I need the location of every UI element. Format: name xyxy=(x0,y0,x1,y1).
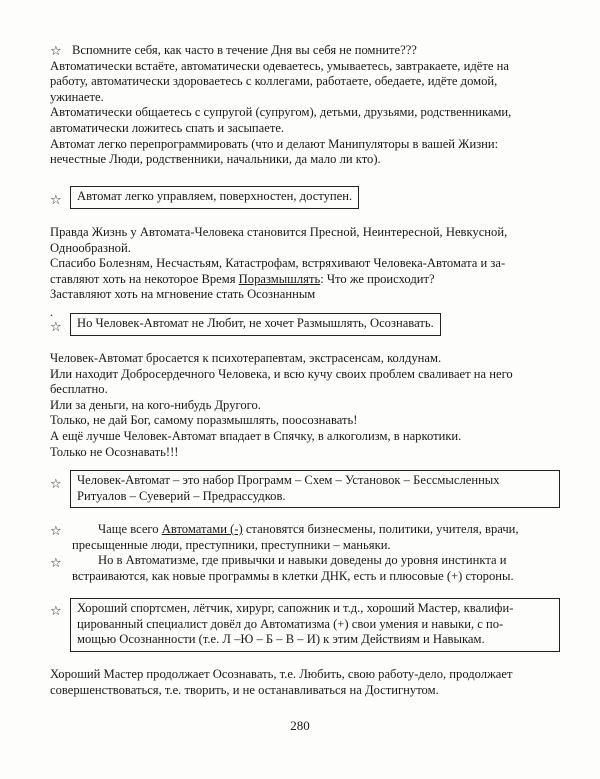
text-fragment: : Что же происходит? xyxy=(320,271,435,286)
text-line: ужинаете. xyxy=(50,89,104,104)
text-fragment: Чаще всего xyxy=(98,522,162,536)
highlight-box xyxy=(70,186,359,209)
box-text: Хороший спортсмен, лётчик, хирург, сапожник и т.д., хороший Мастер, квалифи- xyxy=(77,601,514,615)
box-text: мощью Осознанности (т.е. Л –Ю – Б – В – И) к этим Действиям и Навыкам. xyxy=(77,632,485,647)
star-icon: ☆ xyxy=(50,193,62,208)
text-line: автоматически ложитесь спать и засыпаете. xyxy=(50,120,285,135)
paragraph-4 xyxy=(50,522,560,584)
text-line: Заставляют хоть на мгновение стать Осознанным xyxy=(50,287,316,302)
highlight-box xyxy=(70,313,441,336)
box-text: Автомат легко управляем, поверхностен, доступен. xyxy=(77,189,353,203)
highlight-box xyxy=(70,470,560,508)
text-line: нечестные Люди, родственники, начальники, да мало ли кто). xyxy=(50,152,381,167)
text-line: Или находит Добросердечного Человека, и всю кучу своих проблем сваливает на него xyxy=(50,366,513,381)
page-number: 280 xyxy=(290,718,310,733)
star-icon: ☆ xyxy=(50,524,62,539)
text-line xyxy=(50,272,560,288)
paragraph-1 xyxy=(50,43,560,168)
text-fragment: становятся бизнесмены, политики, учителя, врачи, xyxy=(242,522,519,536)
text-fragment: ставляют хоть на некоторое Время xyxy=(50,271,239,286)
text-line xyxy=(50,522,560,538)
text-line: встраиваются, как новые программы в клетки ДНК, есть и плюсовые (+) стороны. xyxy=(72,568,514,583)
text-line: Человек-Автомат бросается к психотерапевтам, экстрасенсам, колдунам. xyxy=(50,351,442,365)
box-text: Человек-Автомат – это набор Программ – Схем – Установок – Бессмысленных xyxy=(77,473,500,487)
text-line: Только, не дай Бог, самому поразмышлять, поосознавать! xyxy=(50,413,358,428)
text-line: пресыщенные люди, преступники, преступники – маньяки. xyxy=(72,537,391,552)
text-line: Но в Автоматизме, где привычки и навыки доведены до уровня инстинкта и xyxy=(98,553,507,568)
star-icon: ☆ xyxy=(50,604,62,619)
box-text: цированный специалист довёл до Автоматизма (+) свои умения и навыки, с по- xyxy=(77,616,504,631)
text-line: Автоматически встаёте, автоматически одеваетесь, умываетесь, завтракаете, идёте на xyxy=(50,58,509,73)
text-line: Хороший Мастер продолжает Осознавать, т.е. Любить, свою работу-дело, продолжает xyxy=(50,667,513,681)
text-line: совершенствоваться, т.е. творить, и не останавливаться на Достигнутом. xyxy=(50,682,439,697)
box-text: Ритуалов – Суеверий – Предрассудков. xyxy=(77,488,286,503)
text-line: Автоматически общаетесь с супругой (супругом), детьми, друзьями, родственниками, xyxy=(50,105,512,120)
paragraph-2 xyxy=(50,225,560,303)
text-line: Или за деньги, на кого-нибудь Другого. xyxy=(50,397,261,412)
text-line: бесплатно. xyxy=(50,382,108,397)
paragraph-3 xyxy=(50,351,560,460)
underlined-word: Автоматами (-) xyxy=(161,522,243,536)
text-line: Только не Осознавать!!! xyxy=(50,444,179,459)
text-line: Правда Жизнь у Автомата-Человека становится Пресной, Неинтересной, Невкусной, xyxy=(50,225,508,239)
star-icon: ☆ xyxy=(50,477,62,492)
star-icon: ☆ xyxy=(50,556,62,571)
star-icon: ☆ xyxy=(50,320,62,335)
text-line: А ещё лучше Человек-Автомат впадает в Спячку, в алкоголизм, в наркотики. xyxy=(50,428,462,443)
highlight-box xyxy=(70,598,560,652)
text-line: Однообразной. xyxy=(50,240,131,255)
stray-dot: . xyxy=(50,305,53,319)
paragraph-5 xyxy=(50,667,560,698)
text-line: Вспомните себя, как часто в течение Дня вы себя не помните??? xyxy=(72,43,417,57)
text-line: Спасибо Болезням, Несчастьям, Катастрофам, встряхивают Человека-Автомата и за- xyxy=(50,256,506,271)
text-line: Автомат легко перепрограммировать (что и делают Манипуляторы в вашей Жизни: xyxy=(50,136,499,151)
text-line: работу, автоматически здороваетесь с коллегами, работаете, обедаете, идёте домой, xyxy=(50,74,498,89)
underlined-word: Поразмышлять xyxy=(238,271,321,286)
box-text: Но Человек-Автомат не Любит, не хочет Размышлять, Осознавать. xyxy=(77,316,434,330)
star-icon: ☆ xyxy=(50,44,62,59)
